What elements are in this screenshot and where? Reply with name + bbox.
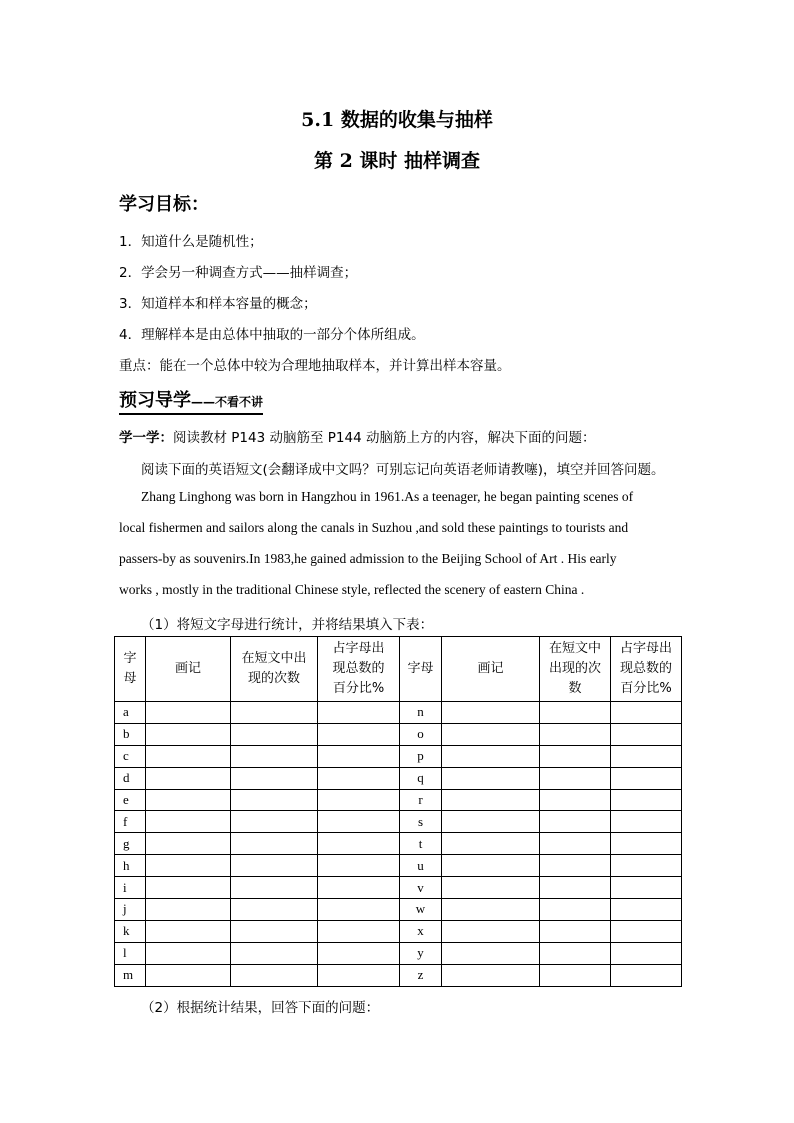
table-header-cell: 占字母出 现总数的 百分比% (318, 637, 400, 702)
study-label: 学一学： (119, 430, 173, 446)
tally-cell[interactable] (442, 723, 540, 745)
count-cell[interactable] (231, 899, 318, 921)
passage-line-4: works , mostly in the traditional Chinese style, reflected the scenery of eastern China . (119, 582, 585, 597)
task-2: （2）根据统计结果，回答下面的问题： (141, 1000, 380, 1016)
percent-cell[interactable] (611, 789, 682, 811)
count-cell[interactable] (231, 702, 318, 724)
letter-cell: t (400, 833, 442, 855)
letter-cell: m (115, 964, 146, 986)
count-cell[interactable] (540, 745, 611, 767)
count-cell[interactable] (540, 702, 611, 724)
count-cell[interactable] (540, 877, 611, 899)
count-cell[interactable] (231, 877, 318, 899)
key-point: 重点：能在一个总体中较为合理地抽取样本，并计算出样本容量。 (119, 358, 511, 374)
letter-cell: r (400, 789, 442, 811)
table-row (115, 789, 682, 811)
letter-cell: v (400, 877, 442, 899)
task-1: （1）将短文字母进行统计，并将结果填入下表： (141, 617, 434, 633)
tally-cell[interactable] (146, 767, 231, 789)
percent-cell[interactable] (318, 942, 400, 964)
tally-cell[interactable] (442, 745, 540, 767)
tally-cell[interactable] (146, 855, 231, 877)
count-cell[interactable] (231, 964, 318, 986)
table-row (115, 899, 682, 921)
letter-cell: q (400, 767, 442, 789)
letter-cell: l (115, 942, 146, 964)
count-cell[interactable] (231, 767, 318, 789)
passage-line-2: local fishermen and sailors along the canals in Suzhou ,and sold these paintings to tourists and (119, 520, 629, 535)
page-title: 5.1 数据的收集与抽样 (301, 109, 493, 131)
letter-cell: b (115, 723, 146, 745)
percent-cell[interactable] (611, 723, 682, 745)
percent-cell[interactable] (318, 920, 400, 942)
percent-cell[interactable] (611, 833, 682, 855)
tally-cell[interactable] (442, 855, 540, 877)
count-cell[interactable] (540, 899, 611, 921)
letter-cell: e (115, 789, 146, 811)
table-header-row (115, 637, 682, 702)
count-cell[interactable] (231, 855, 318, 877)
table-header-cell: 占字母出 现总数的 百分比% (611, 637, 682, 702)
table-row (115, 964, 682, 986)
tally-cell[interactable] (146, 745, 231, 767)
letter-cell: g (115, 833, 146, 855)
tally-cell[interactable] (146, 920, 231, 942)
preview-heading-main: 预习导学 (119, 390, 191, 411)
count-cell[interactable] (231, 745, 318, 767)
table-header-cell: 画记 (442, 637, 540, 702)
study-text: 阅读教材 P143 动脑筋至 P144 动脑筋上方的内容，解决下面的问题： (173, 430, 596, 446)
percent-cell[interactable] (611, 899, 682, 921)
tally-cell[interactable] (146, 942, 231, 964)
count-cell[interactable] (231, 920, 318, 942)
count-cell[interactable] (540, 964, 611, 986)
count-cell[interactable] (540, 811, 611, 833)
percent-cell[interactable] (611, 745, 682, 767)
letter-cell: o (400, 723, 442, 745)
percent-cell[interactable] (318, 745, 400, 767)
percent-cell[interactable] (318, 855, 400, 877)
percent-cell[interactable] (318, 899, 400, 921)
table-header-cell: 画记 (146, 637, 231, 702)
percent-cell[interactable] (611, 877, 682, 899)
table-row (115, 745, 682, 767)
table-body (115, 702, 682, 987)
tally-cell[interactable] (146, 811, 231, 833)
letter-cell: h (115, 855, 146, 877)
table-row (115, 920, 682, 942)
count-cell[interactable] (540, 767, 611, 789)
preview-heading-sub: ——不看不讲 (191, 395, 264, 409)
count-cell[interactable] (231, 723, 318, 745)
count-cell[interactable] (540, 920, 611, 942)
table-row (115, 767, 682, 789)
letter-cell: k (115, 920, 146, 942)
letter-cell: s (400, 811, 442, 833)
count-cell[interactable] (540, 723, 611, 745)
goal-item-4: 4．理解样本是由总体中抽取的一部分个体所组成。 (119, 327, 425, 343)
letter-count-table (114, 636, 682, 987)
table-header-cell: 字母 (400, 637, 442, 702)
table-row (115, 702, 682, 724)
passage-line-1: Zhang Linghong was born in Hangzhou in 1961.As a teenager, he began painting scenes of (141, 489, 634, 504)
letter-cell: u (400, 855, 442, 877)
percent-cell[interactable] (318, 877, 400, 899)
percent-cell[interactable] (318, 789, 400, 811)
tally-cell[interactable] (442, 811, 540, 833)
table-row (115, 811, 682, 833)
count-cell[interactable] (540, 833, 611, 855)
study-line (119, 426, 595, 446)
count-cell[interactable] (540, 942, 611, 964)
letter-cell: i (115, 877, 146, 899)
table-row (115, 855, 682, 877)
page-subtitle: 第 2 课时 抽样调查 (313, 150, 481, 172)
percent-cell[interactable] (611, 811, 682, 833)
letter-cell: x (400, 920, 442, 942)
table-row (115, 723, 682, 745)
letter-cell: j (115, 899, 146, 921)
tally-cell[interactable] (442, 942, 540, 964)
count-cell[interactable] (231, 833, 318, 855)
tally-cell[interactable] (146, 702, 231, 724)
percent-cell[interactable] (611, 702, 682, 724)
percent-cell[interactable] (611, 942, 682, 964)
tally-cell[interactable] (146, 833, 231, 855)
tally-cell[interactable] (442, 833, 540, 855)
letter-cell: d (115, 767, 146, 789)
letter-cell: p (400, 745, 442, 767)
count-cell[interactable] (540, 789, 611, 811)
goal-item-2: 2．学会另一种调查方式——抽样调查； (119, 265, 358, 281)
percent-cell[interactable] (318, 833, 400, 855)
letter-cell: z (400, 964, 442, 986)
table-header-cell: 字 母 (115, 637, 146, 702)
table-row (115, 942, 682, 964)
tally-cell[interactable] (442, 899, 540, 921)
percent-cell[interactable] (611, 855, 682, 877)
tally-cell[interactable] (146, 877, 231, 899)
preview-heading (119, 386, 263, 415)
tally-cell[interactable] (146, 789, 231, 811)
percent-cell[interactable] (318, 702, 400, 724)
percent-cell[interactable] (318, 723, 400, 745)
percent-cell[interactable] (318, 811, 400, 833)
tally-cell[interactable] (442, 964, 540, 986)
letter-cell: y (400, 942, 442, 964)
count-cell[interactable] (231, 942, 318, 964)
percent-cell[interactable] (611, 964, 682, 986)
tally-cell[interactable] (146, 899, 231, 921)
count-cell[interactable] (231, 811, 318, 833)
tally-cell[interactable] (146, 964, 231, 986)
letter-cell: n (400, 702, 442, 724)
letter-cell: a (115, 702, 146, 724)
percent-cell[interactable] (318, 964, 400, 986)
goal-item-3: 3．知道样本和样本容量的概念； (119, 296, 317, 312)
percent-cell[interactable] (318, 767, 400, 789)
letter-cell: c (115, 745, 146, 767)
count-cell[interactable] (540, 855, 611, 877)
letter-cell: f (115, 811, 146, 833)
tally-cell[interactable] (442, 789, 540, 811)
percent-cell[interactable] (611, 920, 682, 942)
tally-cell[interactable] (442, 767, 540, 789)
tally-cell[interactable] (442, 877, 540, 899)
goals-heading: 学习目标： (119, 194, 209, 215)
percent-cell[interactable] (611, 767, 682, 789)
tally-cell[interactable] (442, 920, 540, 942)
goal-item-1: 1．知道什么是随机性； (119, 234, 263, 250)
table-row (115, 833, 682, 855)
table-header-cell: 在短文中 出现的次 数 (540, 637, 611, 702)
letter-cell: w (400, 899, 442, 921)
table-row (115, 877, 682, 899)
tally-cell[interactable] (146, 723, 231, 745)
tally-cell[interactable] (442, 702, 540, 724)
instruction-text: 阅读下面的英语短文(会翻译成中文吗？可别忘记向英语老师请教噻)，填空并回答问题。 (141, 462, 665, 478)
count-cell[interactable] (231, 789, 318, 811)
table-header-cell: 在短文中出 现的次数 (231, 637, 318, 702)
passage-line-3: passers-by as souvenirs.In 1983,he gained admission to the Beijing School of Art . His early (119, 551, 617, 566)
